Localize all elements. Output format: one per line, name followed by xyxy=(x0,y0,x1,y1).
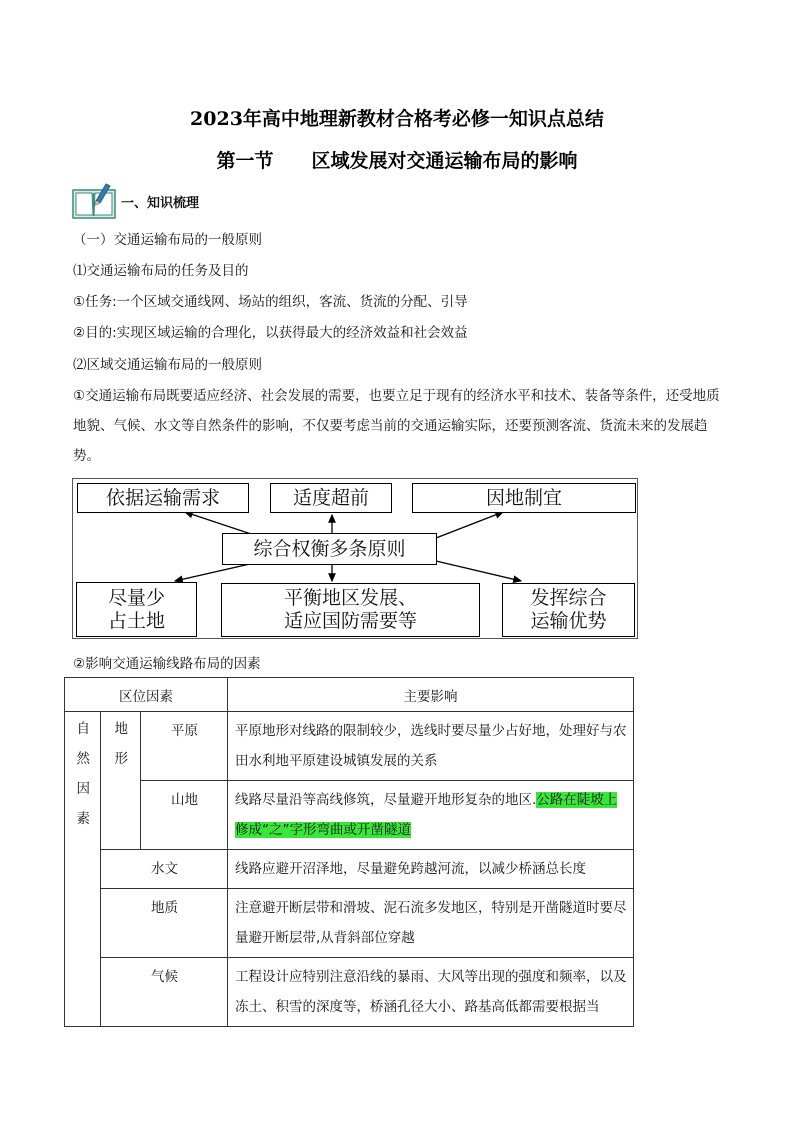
mountain-label-cell xyxy=(141,781,228,850)
principle-save-land-label: 尽量少 占土地 xyxy=(107,586,165,632)
geology-effect: 注意避开断层带和滑坡、泥石流多发地区，特别是开凿隧道时要尽量避开断层带,从背斜部位穿越 xyxy=(235,900,627,946)
geology-label: 地质 xyxy=(151,900,178,916)
principle-integrated-transport-label: 发挥综合 运输优势 xyxy=(530,587,607,632)
mountain-effect-highlight: 公路在陡坡上修成“之”字形弯曲或开凿隧道 xyxy=(235,792,618,838)
principle-demand xyxy=(77,483,249,513)
table-row xyxy=(65,958,634,1027)
principle-advance xyxy=(270,483,392,513)
factors-table xyxy=(64,677,634,1027)
table-row xyxy=(65,850,634,889)
mountain-effect-text: 线路尽量沿等高线修筑，尽量避开地形复杂的地区. xyxy=(235,792,537,808)
plain-label-cell xyxy=(141,712,228,781)
mountain-effect-cell xyxy=(228,781,634,850)
book-pencil-icon xyxy=(72,181,116,219)
natural-factor-cell xyxy=(65,712,101,1027)
principle-advance-label: 适度超前 xyxy=(292,486,369,509)
principle-balance-center xyxy=(222,533,437,565)
plain-effect-cell xyxy=(228,712,634,781)
paragraph: ①交通运输布局既要适应经济、社会发展的需要，也要立足于现有的经济水平和技术、装备等条件，还受地质地貌、气候、水文等自然条件的影响，不仅要考虑当前的交通运输实际，还要预测客流、货流未来的发展趋势。 xyxy=(73,388,720,464)
plain-label: 平原 xyxy=(171,723,198,739)
paragraph: ②影响交通运输线路布局的因素 xyxy=(73,656,261,672)
header-factor: 区位因素 xyxy=(65,678,228,712)
principle-local-conditions-label: 因地制宜 xyxy=(485,486,562,509)
principle-balance-center-label: 综合权衡多条原则 xyxy=(253,537,406,560)
principle-demand-label: 依据运输需求 xyxy=(105,486,220,509)
hydro-label-cell xyxy=(101,850,228,889)
principle-local-conditions xyxy=(412,483,636,513)
principle-regional-balance xyxy=(221,583,480,637)
section-heading: 一、知识梳理 xyxy=(121,196,200,211)
principles-diagram xyxy=(72,478,638,639)
terrain-cell xyxy=(101,712,141,850)
header-effect: 主要影响 xyxy=(228,678,634,712)
climate-label-cell xyxy=(101,958,228,1027)
principle-regional-balance-label: 平衡地区发展、 适应国防需要等 xyxy=(283,587,417,632)
table-header-row xyxy=(65,678,634,712)
mountain-label: 山地 xyxy=(171,792,198,808)
hydro-effect-cell xyxy=(228,850,634,889)
geology-effect-cell xyxy=(228,889,634,958)
table-row xyxy=(65,781,634,850)
terrain-label: 地形 xyxy=(114,721,128,767)
climate-effect: 工程设计应特别注意沿线的暴雨、大风等出现的强度和频率，以及冻土、积雪的深度等，桥涵孔径大小、路基高低都需要根据当 xyxy=(235,969,627,1015)
hydro-effect: 线路应避开沼泽地，尽量避免跨越河流，以减少桥涵总长度 xyxy=(235,861,586,877)
table-row xyxy=(65,712,634,781)
document-title: 2023年高中地理新教材合格考必修一知识点总结 xyxy=(190,108,604,130)
subsection-heading: （一）交通运输布局的一般原则 xyxy=(73,232,262,248)
paragraph: ⑵区域交通运输布局的一般原则 xyxy=(73,357,262,373)
principle-integrated-transport xyxy=(502,583,635,637)
paragraph: ①任务:一个区域交通线网、场站的组织，客流、货流的分配、引导 xyxy=(73,294,468,310)
hydro-label: 水文 xyxy=(151,861,178,877)
climate-effect-cell xyxy=(228,958,634,1027)
section-title: 第一节 区域发展对交通运输布局的影响 xyxy=(216,150,578,172)
geology-label-cell xyxy=(101,889,228,958)
paragraph: ⑴交通运输布局的任务及目的 xyxy=(73,263,249,279)
climate-label: 气候 xyxy=(151,969,178,985)
paragraph: ②目的:实现区域运输的合理化，以获得最大的经济效益和社会效益 xyxy=(73,325,468,341)
natural-factor-label: 自然因素 xyxy=(76,721,90,827)
plain-effect: 平原地形对线路的限制较少，选线时要尽量少占好地，处理好与农田水利地平原建设城镇发展的关系 xyxy=(235,723,627,769)
principle-save-land xyxy=(76,582,197,637)
mountain-effect xyxy=(228,781,633,849)
table-row xyxy=(65,889,634,958)
